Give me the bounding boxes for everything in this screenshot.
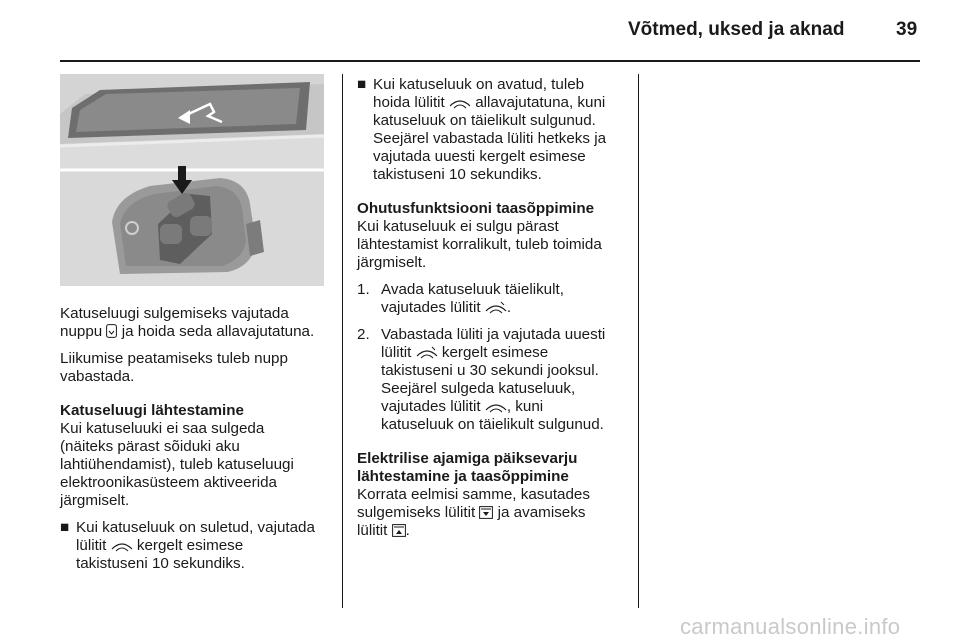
sunroof-key-illustration xyxy=(60,74,324,286)
step-2: 2. Vabastada lüliti ja vajutada uuesti lülitit kergelt esimese takistuseni u 30 sekundi jooksul. Seejärel sulgeda katuseluuk, vajutades lülitit , kuni katuseluuk on täielikult sulgunud. xyxy=(357,326,606,433)
reset-text: Kui katuseluuki ei saa sulgeda (näiteks pärast sõiduki aku lahtiühendamist), tuleb katuseluugi elektroonikasüsteem aktiveerida järgmiselt. xyxy=(60,420,294,509)
sunroof-switch-icon xyxy=(485,401,507,413)
sunroof-switch-icon xyxy=(449,97,471,109)
sunroof-tilt-icon xyxy=(485,301,507,314)
sunshade-open-icon xyxy=(392,524,406,537)
page-header xyxy=(0,0,960,60)
stop-text: Liikumise peatamiseks tuleb nupp vabastada. xyxy=(60,350,288,385)
list-item: ■ Kui katuseluuk on avatud, tuleb hoida lülitit allavajutatuna, kuni katuseluuk on täielikult sulgunud. Seejärel vabastada lüliti hetkeks ja vajutada uuesti kergelt esimese takistuseni 10 sekundiks. xyxy=(357,76,607,183)
sunroof-close-icon xyxy=(106,324,117,338)
list-item: ■ Kui katuseluuk on suletud, vajutada lülitit kergelt esimese takistuseni 10 sekundiks. xyxy=(60,519,315,572)
illustration-svg xyxy=(60,74,324,286)
header-rule xyxy=(60,60,920,62)
column-divider-left xyxy=(342,74,343,608)
sunroof-tilt-icon xyxy=(416,346,438,359)
sunshade-heading: Elektrilise ajamiga päiksevarju lähtestamine ja taasõppimine xyxy=(357,450,578,485)
sunshade-close-icon xyxy=(479,506,493,519)
sunroof-switch-icon xyxy=(111,540,133,552)
car-key-fob xyxy=(112,178,264,274)
reset-heading: Katuseluugi lähtestamine xyxy=(60,402,244,419)
intro-text: Katuseluugi sulgemiseks vajutada nuppu ja hoida seda allavajutatuna. xyxy=(60,305,315,340)
left-column xyxy=(60,305,332,573)
sunshade-text: Korrata eelmisi samme, kasutades sulgemiseks lülitit ja avamiseks lülitit . xyxy=(357,486,590,539)
page-number: 39 xyxy=(896,19,918,40)
step-1: 1. Avada katuseluuk täielikult, vajutades lülitit . xyxy=(357,281,564,316)
relearn-heading: Ohutusfunktsiooni taasõppimine xyxy=(357,200,595,217)
column-divider-right xyxy=(638,74,639,608)
watermark: carmanualsonline.info xyxy=(680,614,901,639)
middle-column xyxy=(357,76,629,540)
relearn-text: Kui katuseluuk ei sulgu pärast lähtestamist korralikult, tuleb toimida järgmiselt. xyxy=(357,218,602,271)
page-title: Võtmed, uksed ja aknad xyxy=(628,19,845,40)
